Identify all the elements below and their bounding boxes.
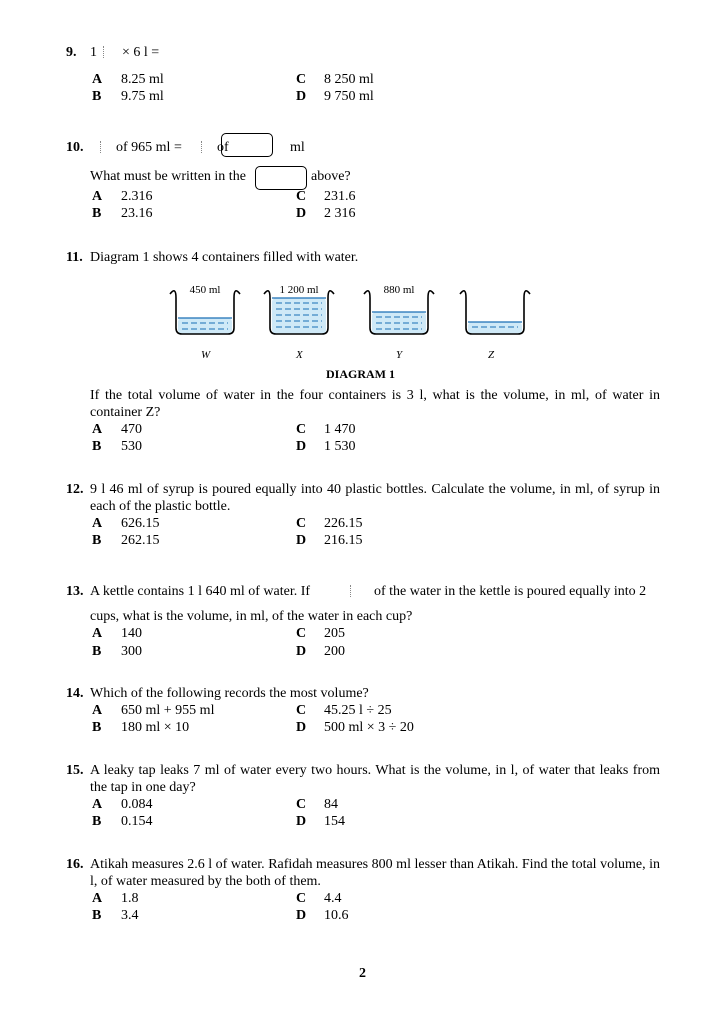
- q15-option-c-text: 84: [324, 797, 338, 812]
- q13-number: 13.: [66, 584, 84, 599]
- q14-option-a-text: 650 ml + 955 ml: [121, 703, 215, 718]
- diagram-1: [160, 278, 540, 363]
- q15-option-d-text: 154: [324, 814, 345, 829]
- q14-stem: Which of the following records the most volume?: [90, 686, 369, 701]
- q14-number: 14.: [66, 686, 84, 701]
- q12-option-d-text: 216.15: [324, 533, 363, 548]
- container-label-w: W: [201, 349, 211, 361]
- q10-number: 10.: [66, 140, 84, 155]
- q9-stem-whole: 1: [90, 45, 97, 60]
- q15-stem: A leaky tap leaks 7 ml of water every two hours. What is the volume, in l, of water that leaks from the tap in one day?: [90, 763, 660, 795]
- q11-option-b-text: 530: [121, 439, 142, 454]
- q16-stem: Atikah measures 2.6 l of water. Rafidah measures 800 ml lesser than Atikah. Find the total volume, in l, of water measured by the both of them.: [90, 857, 660, 889]
- q16-option-a-letter: A: [92, 891, 103, 906]
- q12-option-b-letter: B: [92, 533, 102, 548]
- container-label-z: Z: [488, 349, 495, 361]
- q14-option-b-text: 180 ml × 10: [121, 720, 190, 735]
- q11-question: If the total volume of water in the four containers is 3 l, what is the volume, in ml, of water in container Z?: [90, 388, 660, 420]
- q13-option-b-text: 300: [121, 644, 142, 659]
- q11-stem: Diagram 1 shows 4 containers filled with water.: [90, 250, 359, 265]
- q10-option-b-letter: B: [92, 206, 102, 221]
- q14-option-b-letter: B: [92, 720, 102, 735]
- q16-option-b-letter: B: [92, 908, 102, 923]
- q9-option-b-letter: B: [92, 89, 102, 104]
- q14-option-d-letter: D: [296, 720, 307, 735]
- q12-option-c-letter: C: [296, 516, 307, 531]
- page-number: 2: [359, 966, 366, 981]
- q11-option-d-text: 1 530: [324, 439, 356, 454]
- q14-option-c-letter: C: [296, 703, 307, 718]
- q10-option-d-text: 2 316: [324, 206, 356, 221]
- q16-option-d-text: 10.6: [324, 908, 349, 923]
- q13-option-d-text: 200: [324, 644, 345, 659]
- water-w: [178, 318, 232, 334]
- q16-option-c-text: 4.4: [324, 891, 342, 906]
- q16-option-b-text: 3.4: [121, 908, 139, 923]
- q15-option-b-text: 0.154: [121, 814, 153, 829]
- q13-stem-a: A kettle contains 1 l 640 ml of water. If: [90, 584, 311, 599]
- q10-stem-b: of: [217, 140, 229, 155]
- q16-option-c-letter: C: [296, 891, 307, 906]
- q12-number: 12.: [66, 482, 84, 497]
- q13-option-d-letter: D: [296, 644, 307, 659]
- q15-option-d-letter: D: [296, 814, 307, 829]
- q12-option-a-text: 626.15: [121, 516, 160, 531]
- q12-option-b-text: 262.15: [121, 533, 160, 548]
- q9-option-b-text: 9.75 ml: [121, 89, 164, 104]
- q13-fraction: [350, 585, 357, 597]
- q11-option-c-letter: C: [296, 422, 307, 437]
- q9-option-d-text: 9 750 ml: [324, 89, 374, 104]
- q9-option-d-letter: D: [296, 89, 307, 104]
- q10-blank-box: [255, 166, 307, 190]
- q9-option-c-letter: C: [296, 72, 307, 87]
- q9-option-c-text: 8 250 ml: [324, 72, 374, 87]
- q15-number: 15.: [66, 763, 84, 778]
- containers-figure: [160, 278, 540, 363]
- container-w: [170, 284, 240, 334]
- q13-option-a-letter: A: [92, 626, 103, 641]
- q12-stem: 9 l 46 ml of syrup is poured equally into 40 plastic bottles. Calculate the volume, in ml, of syrup in each of the plastic bottle.: [90, 482, 660, 514]
- q13-stem-b: of the water in the kettle is poured equally into 2: [374, 584, 647, 599]
- q16-option-a-text: 1.8: [121, 891, 139, 906]
- q11-number: 11.: [66, 250, 83, 265]
- q12-option-c-text: 226.15: [324, 516, 363, 531]
- q15-option-a-text: 0.084: [121, 797, 153, 812]
- q11-option-d-letter: D: [296, 439, 307, 454]
- q9-number: 9.: [66, 45, 77, 60]
- container-x: [264, 284, 334, 334]
- q9-option-a-letter: A: [92, 72, 103, 87]
- q10-fraction-2: [201, 141, 208, 153]
- q15-option-a-letter: A: [92, 797, 103, 812]
- q11-option-c-text: 1 470: [324, 422, 356, 437]
- container-label-y: Y: [396, 349, 403, 361]
- volume-label-w: 450 ml: [189, 284, 221, 296]
- q15-option-c-letter: C: [296, 797, 307, 812]
- container-label-x: X: [296, 349, 303, 361]
- q14-option-d-text: 500 ml × 3 ÷ 20: [324, 720, 414, 735]
- q15-option-b-letter: B: [92, 814, 102, 829]
- volume-label-x: 1 200 ml: [279, 284, 319, 296]
- q13-option-c-letter: C: [296, 626, 307, 641]
- q10-option-c-text: 231.6: [324, 189, 356, 204]
- q12-option-d-letter: D: [296, 533, 307, 548]
- q10-option-c-letter: C: [296, 189, 307, 204]
- diagram-caption: DIAGRAM 1: [326, 367, 395, 381]
- q10-answer-box: [221, 133, 273, 157]
- q10-option-d-letter: D: [296, 206, 307, 221]
- volume-label-y: 880 ml: [383, 284, 415, 296]
- water-z: [468, 322, 522, 334]
- q11-option-a-text: 470: [121, 422, 142, 437]
- q10-option-a-letter: A: [92, 189, 103, 204]
- q16-option-d-letter: D: [296, 908, 307, 923]
- q13-option-c-text: 205: [324, 626, 345, 641]
- q10-option-b-text: 23.16: [121, 206, 153, 221]
- q12-option-a-letter: A: [92, 516, 103, 531]
- container-z: [460, 291, 530, 334]
- q10-fraction-1: [100, 141, 107, 153]
- q13-option-a-text: 140: [121, 626, 142, 641]
- q14-option-c-text: 45.25 l ÷ 25: [324, 703, 392, 718]
- q14-option-a-letter: A: [92, 703, 103, 718]
- q13-line2: cups, what is the volume, in ml, of the water in each cup?: [90, 609, 413, 624]
- q9-fraction: [103, 46, 110, 58]
- q10-line2-b: above?: [311, 169, 351, 184]
- q11-option-a-letter: A: [92, 422, 103, 437]
- container-y: [364, 284, 434, 334]
- q10-stem-c: ml: [290, 140, 305, 155]
- q13-option-b-letter: B: [92, 644, 102, 659]
- q9-stem-rest: × 6 l =: [122, 45, 160, 60]
- q10-option-a-text: 2.316: [121, 189, 153, 204]
- q11-option-b-letter: B: [92, 439, 102, 454]
- q16-number: 16.: [66, 857, 84, 872]
- q10-line2-a: What must be written in the: [90, 169, 246, 184]
- q9-option-a-text: 8.25 ml: [121, 72, 164, 87]
- q10-stem-a: of 965 ml =: [116, 140, 182, 155]
